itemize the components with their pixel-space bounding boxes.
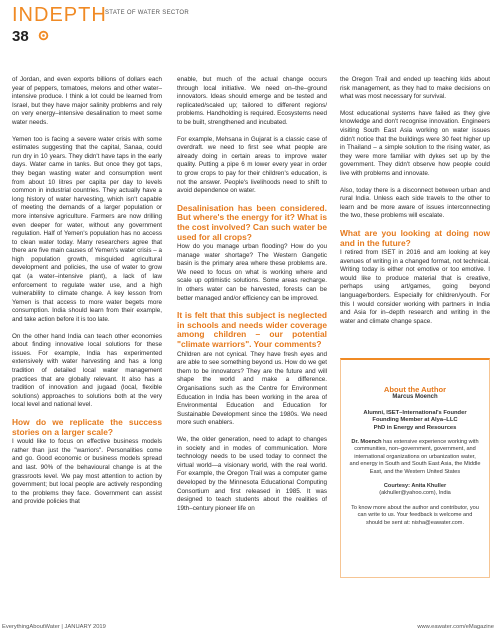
question-heading: How do we replicate the success stories on a larger scale?: [12, 416, 162, 437]
paragraph: Children are not cynical. They have fresh eyes and are able to see something beyond us. How do we get them to be innovators? They are the future and will shape the world and make a difference. Organisations such as the Centre for Environment Education in India has been working in the area of Environmental Education and Education for Sustainable Development since the 1980s. We need more such enablers.: [177, 350, 327, 427]
column-3: [340, 76, 490, 334]
paragraph: Most educational systems have failed as they give knowledge and don't recognise innovation. Engineers visiting South East Asia working on water issues didn't notice that the buildings were 30 feet higher up in Thailand – a simple solution to the rising water, as they were more familiar with dykes set up by the government. They didn't observe how people could live with problems and innovate.: [340, 109, 490, 177]
page-header: [0, 0, 500, 60]
paragraph: of Jordan, and even exports billions of dollars each year of peppers, tomatoes, melons and other water–intensive produce. I think a lot could be learned from Israel, but they have major salinity problems and rely on very energy–intensive desalination to meet some water needs.: [12, 76, 162, 126]
page-number: 38: [12, 28, 29, 45]
author-role-line: Alumni, ISET–International's Founder: [363, 409, 467, 416]
page-footer: [0, 620, 500, 636]
author-roles: [341, 410, 489, 432]
paragraph: On the other hand India can teach other economies about finding innovative local solutions for these issues. For example, India has experimented extensively with water harvesting and has a long tradition of detailed local water management practices that are globally relevant. It also has a tradition of innovation and jugaad (local, flexible solutions) approaches to solutions both at the very local level and national level.: [12, 332, 162, 409]
author-bio: [341, 439, 489, 476]
paragraph: enable, but much of the actual change occurs through local initiative. We need on–the–ground innovators. Ideas should emerge and be tested and replicated/scaled up; tailored to different regions/ problems. Handholding is required. Ecosystems need to be built, strengthened and incubated.: [177, 76, 327, 126]
paragraph: Yemen too is facing a severe water crisis with some estimates suggesting that the capital, Sanaa, could run dry in 10 years. They didn't have taps in the early days. Water came in tanks. But once they got taps, they began wasting water and consumption went from about 10 litres per capita per day to levels common in industrial countries. They actually have a long history of water harvesting, which isn't capable of meeting the demands of a larger population or more intensive agriculture. Farmers are now drilling even deeper for water, without any government regulation. Half of Yemen's population has no access to clean water today. Many researchers agree that there are five main causes of Yemen's water crisis – a high population growth, misguided agricultural development and policies, the use of water to grow qat (a water–intensive plant), a lack of law enforcement to regulate water use, and a high vulnerability to climate change. A key lesson from Yemen is that access to more water begets more consumption. India should learn from their example, and take action before it is too late.: [12, 135, 162, 324]
paragraph: We, the older generation, need to adapt to changes in society and in modes of communication. More technology needs to be used today to connect the virtual world—a visionary world, with the real world. For example, the Oregon Trail was a computer game developed by the Minnesota Educational Computing Consortium and first released in 1985. It was designed to teach students about the realities of 19th–century pioneer life on: [177, 435, 327, 512]
question-heading: Desalinisation has been considered. But where's the energy for it? What is the cost involved? Can such water be used for all crops?: [177, 202, 327, 242]
paragraph: I would like to focus on effective business models rather than just the "warriors". Personalities come and go. Good economic or business models spread and last. 90% of the behavioural change is at the grassroots level. We pay most attention to action by government; but local people are actively responding to the problems they face. Government can assist and provide policies that: [12, 438, 162, 506]
section-title: STATE OF WATER SECTOR: [105, 10, 189, 16]
paragraph: For example, Mehsana in Gujarat is a classic case of overdraft. we need to first see what people are already doing in certain areas to improve water quality. Putting a pipe 6 m lower every year in order to grow crops to pay for their children's education, is not the answer. People's livelihoods need to shift to avoid dependence on water.: [177, 135, 327, 195]
author-role-line: PhD in Energy and Resources: [373, 424, 457, 431]
paragraph: Also, today there is a disconnect between urban and rural India. Unless each side travels to the other to learn and be more aware of issues interconnecting the two, these problems will escalate.: [340, 186, 490, 220]
paragraph: How do you manage urban flooding? How do you manage water shortage? The Western Gangetic basin is the primary area where these problems are. We need to focus on what is working where and scale up optimistic solutions. Some areas recharge. In others water can be harvested, forests can be better managed and/or efficiency can be improved.: [177, 243, 327, 302]
section-label: INDEPTH: [12, 4, 107, 26]
magazine-logo-icon: [38, 30, 49, 41]
author-courtesy: [341, 483, 489, 498]
author-bio-text: has extensive experience working with communities, non–government, government, and international organizations on urbanization water, and energy in South and South East Asia, the Middle East, and the Western United States: [349, 439, 481, 475]
footer-publication: EverythingAboutWater | JANUARY 2019: [2, 624, 106, 630]
column-2: [177, 76, 327, 521]
author-role-line: Founding Member at Alya–LLC: [372, 417, 458, 424]
author-box-title: About the Author: [383, 385, 447, 394]
about-author-box: [340, 358, 490, 578]
courtesy-email[interactable]: (akhuller@yahoo.com), India: [379, 490, 451, 497]
question-heading: What are you looking at doing now and in the future?: [340, 227, 490, 248]
feedback-note: To know more about the author and contributor, you can write to us. Your feedback is welcome and should be sent at: nisha@eawater.com.: [351, 504, 479, 526]
footer-website-link[interactable]: www.eawater.com/eMagazine: [417, 624, 494, 630]
question-heading: It is felt that this subject is neglected in schools and needs wider coverage among children – our potential "climate warriors". Your comments?: [177, 310, 327, 350]
author-name: Marcus Moench: [392, 394, 438, 401]
paragraph: I retired from ISET in 2016 and am looking at key avenues of writing in a changed format, not technical. Writing today is either not emotive or too emotive. I would like to produce material that is creative, perhaps using art/games, going beyond language/borders. Especially for children/youth. For this I would consider working with partners in India and Asia for in–depth research and writing in the water and climate change space.: [340, 249, 490, 325]
author-bio-name: Dr. Moench: [351, 439, 382, 446]
paragraph: the Oregon Trail and ended up teaching kids about risk management, as they had to make decisions on what was most necessary for survival.: [340, 76, 490, 101]
column-1: [12, 76, 162, 515]
courtesy-label: Courtesy: Anita Khuller: [383, 483, 447, 490]
